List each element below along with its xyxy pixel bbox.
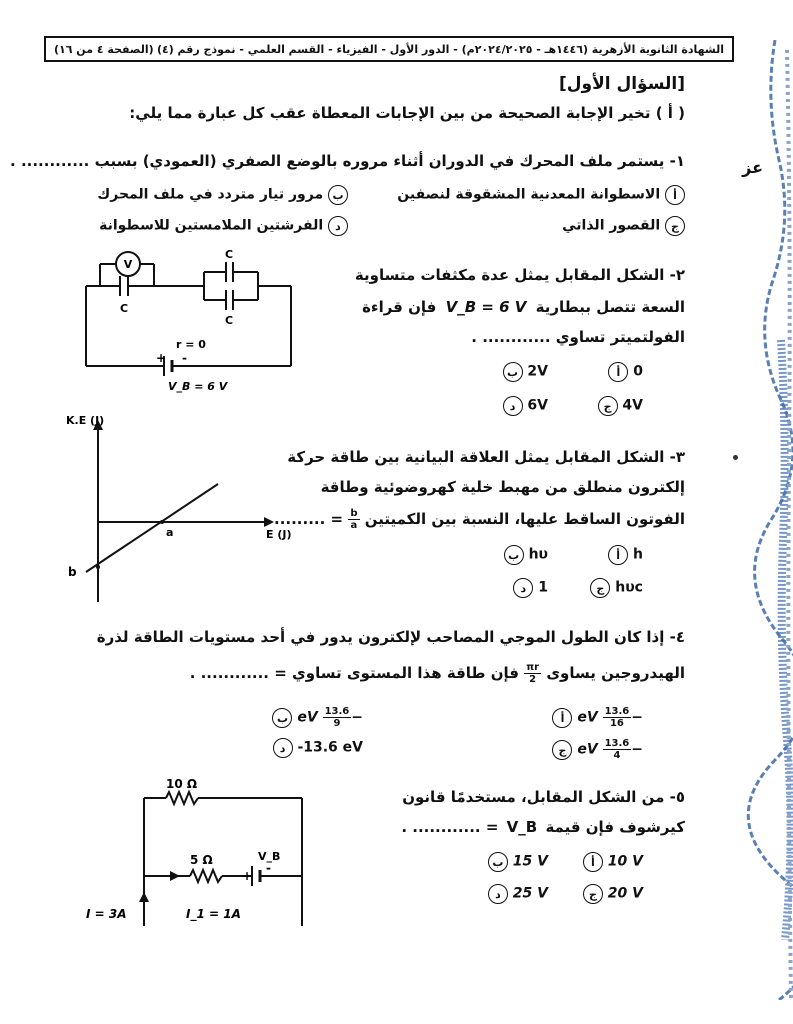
q4-line2b: فإن طاقة هذا المستوى تساوي = ............ . (189, 664, 519, 682)
q4-option-c[interactable]: ج eV $\frac{13.6}{4}$ − (552, 738, 643, 761)
q2-line2b: فإن قراءة (362, 298, 437, 316)
q4-fraction (524, 662, 541, 685)
q3-line1: ٣- الشكل المقابل يمثل العلاقة البيانية بين طاقة حركة (287, 448, 685, 466)
option-text: 1 (538, 579, 548, 596)
q1-option-c[interactable] (562, 216, 685, 236)
q4-line2 (190, 662, 685, 685)
q2-option-a[interactable] (608, 362, 643, 382)
option-text: 20 V (607, 885, 643, 902)
q4-option-b[interactable]: ب eV $\frac{13.6}{9}$ − (272, 706, 363, 729)
q2-line2a: السعة تتصل ببطارية (535, 298, 685, 316)
cap-label-top: C (224, 248, 234, 261)
margin-dot (733, 455, 738, 460)
option-text: 0 (633, 363, 643, 380)
option-unit: eV (297, 709, 318, 726)
q3-line3a: الفوتون الساقط عليها، النسبة بين الكميتين (364, 510, 685, 528)
graph-x-label: E (J) (266, 528, 292, 541)
q2-option-b[interactable] (503, 362, 548, 382)
cap-label-bottom: C (224, 314, 234, 327)
q5-line2b: = ............ . (401, 818, 499, 836)
torn-edge-decoration (735, 40, 793, 1000)
q3-fraction (348, 508, 359, 531)
frac-den: 9 (333, 718, 341, 729)
frac-den: 2 (529, 674, 537, 685)
q5-line2 (401, 818, 685, 836)
option-letter: ج (552, 740, 572, 760)
option-fraction (603, 706, 632, 729)
battery-minus: - (182, 351, 187, 365)
q2-line1: ٢- الشكل المقابل يمثل عدة مكثفات متساوية (354, 266, 685, 284)
frac-den: 4 (613, 750, 621, 761)
graph-b-label: b (68, 565, 77, 579)
internal-resistance-label: r = 0 (176, 338, 206, 351)
q4-option-a[interactable]: أ eV $\frac{13.6}{16}$ − (552, 706, 643, 729)
q3-option-b[interactable] (504, 545, 548, 565)
battery-label: V_B = 6 V (168, 380, 228, 393)
option-letter: ب (504, 545, 524, 565)
frac-num: 13.6 (604, 738, 630, 749)
frac-num: 13.6 (604, 706, 630, 717)
frac-den: 16 (609, 718, 624, 729)
q5-option-d[interactable] (488, 884, 548, 904)
option-text: مرور تيار متردد في ملف المحرك (97, 186, 324, 203)
instruction: ( أ ) تخير الإجابة الصحيحة من بين الإجابات المعطاة عقب كل عبارة مما يلي: (129, 104, 685, 122)
option-text: hυ (528, 546, 548, 563)
option-fraction (323, 706, 352, 729)
q5-option-a[interactable] (583, 852, 643, 872)
option-letter: أ (608, 362, 628, 382)
option-letter: أ (583, 852, 603, 872)
branch-current-label: I_1 = 1A (186, 907, 241, 921)
option-text: h (633, 546, 643, 563)
battery-plus: + (242, 869, 253, 883)
option-text: hυc (615, 579, 643, 596)
q4-option-d[interactable] (273, 738, 363, 758)
frac-den: a (350, 520, 358, 531)
option-letter: ب (328, 185, 348, 205)
option-unit: eV (577, 709, 598, 726)
option-text: 2V (527, 363, 548, 380)
q3-line3b: = ......... . (263, 510, 344, 528)
option-text: 15 V (512, 853, 548, 870)
option-letter: د (328, 216, 348, 236)
option-letter: د (503, 396, 523, 416)
option-letter: أ (552, 708, 572, 728)
option-letter: د (488, 884, 508, 904)
option-letter: ب (272, 708, 292, 728)
q5-line2a: كيرشوف فإن قيمة (545, 818, 685, 836)
option-text: 10 V (607, 853, 643, 870)
q1-option-a[interactable] (397, 185, 685, 205)
option-letter: ج (598, 396, 618, 416)
option-letter: ج (665, 216, 685, 236)
r2-label: 5 Ω (190, 853, 213, 867)
option-text: 4V (622, 397, 643, 414)
q2-option-d[interactable] (503, 396, 548, 416)
option-letter: د (513, 578, 533, 598)
q4-line2a: الهيدروجين يساوى (546, 664, 685, 682)
option-letter: ب (503, 362, 523, 382)
option-letter: ج (583, 884, 603, 904)
side-margin-text: عز (742, 158, 763, 177)
header-title: الشهادة الثانوية الأزهرية (١٤٤٦هـ - ٢٠٢٤/٢٠٢٥م) - الدور الأول - الفيزياء - القسم العلمي - نموذج رقم (٤) (156, 42, 724, 56)
option-text: الاسطوانة المعدنية المشقوقة لنصفين (397, 186, 661, 203)
header-page-number: (الصفحة ٤ من ١٦) (54, 42, 154, 56)
option-unit: eV (577, 741, 598, 758)
q4-line1: ٤- إذا كان الطول الموجي المصاحب لإلكترون يدور في أحد مستويات الطاقة لذرة (96, 628, 685, 646)
cap-label-left: C (119, 302, 129, 315)
q5-line1: ٥- من الشكل المقابل، مستخدمًا قانون (402, 788, 685, 806)
vb-label: V_B (258, 850, 281, 863)
option-text: القصور الذاتي (562, 217, 661, 234)
q2-vb-equation: V_B = 6 V (445, 298, 527, 316)
q1-text: ١- يستمر ملف المحرك في الدوران أثناء مروره بالوضع الصفري (العمودي) بسبب ............ . (10, 152, 685, 170)
page-header (44, 36, 734, 62)
q5-option-b[interactable] (488, 852, 548, 872)
total-current-label: I = 3A (86, 907, 127, 921)
q3-option-d[interactable] (513, 578, 548, 598)
section-title: [السؤال الأول] (558, 74, 685, 94)
q5-kirchhoff-circuit (80, 776, 315, 936)
option-text: 6V (527, 397, 548, 414)
option-letter: أ (665, 185, 685, 205)
frac-num: 13.6 (324, 706, 350, 717)
voltmeter-label: V (123, 258, 133, 271)
option-letter: د (273, 738, 293, 758)
q1-option-b[interactable] (97, 185, 348, 205)
q3-line3 (263, 508, 685, 531)
q3-option-c[interactable] (590, 578, 643, 598)
r1-label: 10 Ω (166, 777, 198, 791)
frac-num: πr (526, 662, 540, 673)
battery-plus: + (156, 351, 167, 365)
option-letter: ب (488, 852, 508, 872)
q2-line2 (362, 298, 685, 316)
option-letter: أ (608, 545, 628, 565)
q5-vb: V_B (506, 818, 538, 836)
option-text: -13.6 eV (297, 739, 363, 756)
option-fraction (603, 738, 632, 761)
q3-option-a[interactable] (608, 545, 643, 565)
graph-y-label: K.E (J) (66, 414, 105, 427)
frac-num: b (350, 508, 358, 519)
q5-option-c[interactable] (583, 884, 643, 904)
option-text: الفرشتين الملامستين للاسطوانة (99, 217, 324, 234)
graph-a-label: a (166, 526, 174, 539)
q2-capacitor-circuit (76, 244, 301, 404)
q2-line3: الفولتميتر تساوي ............ . (471, 328, 685, 346)
q2-option-c[interactable] (598, 396, 643, 416)
option-text: 25 V (512, 885, 548, 902)
option-letter: ج (590, 578, 610, 598)
q3-line2: إلكترون منطلق من مهبط خلية كهروضوئية وطاقة (320, 478, 685, 496)
q1-option-d[interactable] (99, 216, 348, 236)
battery-minus: - (266, 861, 271, 875)
